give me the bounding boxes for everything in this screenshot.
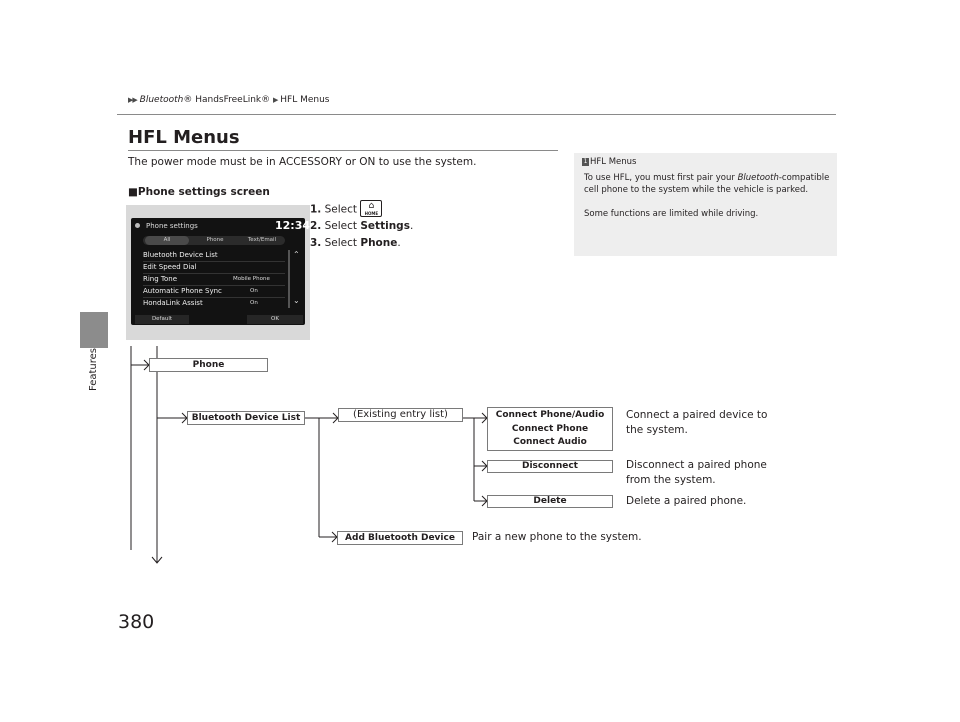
- connect-description: Connect a paired device to the system.: [626, 409, 768, 436]
- hondalink-value: On: [250, 300, 258, 306]
- menu-item-ring-tone[interactable]: Ring Tone: [143, 275, 178, 283]
- bluetooth-device-list-box: Bluetooth Device List: [187, 411, 305, 425]
- breadcrumb-hfl[interactable]: ® HandsFreeLink®: [183, 95, 271, 105]
- menu-item-edit-speed-dial[interactable]: Edit Speed Dial: [143, 263, 197, 271]
- ring-tone-value: Mobile Phone: [233, 276, 270, 282]
- section-heading: ■Phone settings screen: [128, 186, 270, 198]
- connect-phone-audio-label: Connect Phone/Audio: [495, 410, 605, 420]
- note-paragraph: To use HFL, you must first pair your Bluetooth-compatible cell phone to the system while the vehicle is parked.: [584, 173, 830, 195]
- page-number: 380: [118, 611, 155, 633]
- scroll-up-icon[interactable]: ⌃: [293, 250, 300, 259]
- tab-phone[interactable]: Phone: [206, 237, 224, 243]
- menu-item-hondalink-assist[interactable]: HondaLink Assist: [143, 299, 203, 307]
- breadcrumb-bluetooth[interactable]: Bluetooth: [139, 95, 184, 105]
- step-1: 1. Select ⌂ HOME: [310, 201, 413, 218]
- breadcrumb-hfl-menus[interactable]: HFL Menus: [280, 95, 330, 105]
- home-icon: ⌂ HOME: [360, 200, 382, 217]
- screen-title: Phone settings: [146, 222, 198, 230]
- tab-text-email[interactable]: Text/Email: [247, 237, 277, 243]
- note-paragraph: Some functions are limited while driving.: [584, 209, 759, 219]
- scroll-down-icon[interactable]: ⌄: [293, 296, 300, 305]
- note-heading: 1 HFL Menus: [583, 157, 637, 167]
- screen-clock: 12:34: [275, 219, 311, 232]
- section-tab-label: Features: [88, 348, 99, 391]
- step-2: 2. Select Settings.: [310, 220, 414, 232]
- connect-audio-label: Connect Audio: [513, 437, 587, 447]
- step-3: 3. Select Phone.: [310, 236, 401, 249]
- phone-menu-box: Phone: [149, 358, 268, 372]
- add-bluetooth-device-box: Add Bluetooth Device: [337, 531, 463, 545]
- disconnect-description: Disconnect a paired phone from the system.: [626, 459, 767, 486]
- breadcrumb-arrow-icon: ▶: [273, 96, 278, 104]
- auto-sync-value: On: [250, 288, 258, 294]
- breadcrumb-arrow-icon: ▶▶: [128, 96, 137, 104]
- tab-all[interactable]: All: [145, 236, 189, 245]
- default-button[interactable]: Default: [135, 315, 189, 324]
- delete-description: Delete a paired phone.: [626, 495, 747, 507]
- page-title: HFL Menus: [128, 127, 240, 148]
- connect-options-box: [487, 407, 613, 451]
- menu-item-automatic-phone-sync[interactable]: Automatic Phone Sync: [143, 287, 222, 295]
- intro-text: The power mode must be in ACCESSORY or ON to use the system.: [128, 156, 477, 168]
- delete-box: Delete: [487, 495, 613, 508]
- add-device-description: Pair a new phone to the system.: [472, 531, 642, 543]
- ok-button[interactable]: OK: [247, 315, 303, 324]
- existing-entry-list-box: (Existing entry list): [338, 408, 463, 422]
- connect-phone-label: Connect Phone: [511, 423, 589, 434]
- note-marker-icon: 1: [583, 158, 588, 165]
- disconnect-box: Disconnect: [487, 460, 613, 473]
- menu-item-bluetooth-device-list[interactable]: Bluetooth Device List: [143, 251, 218, 259]
